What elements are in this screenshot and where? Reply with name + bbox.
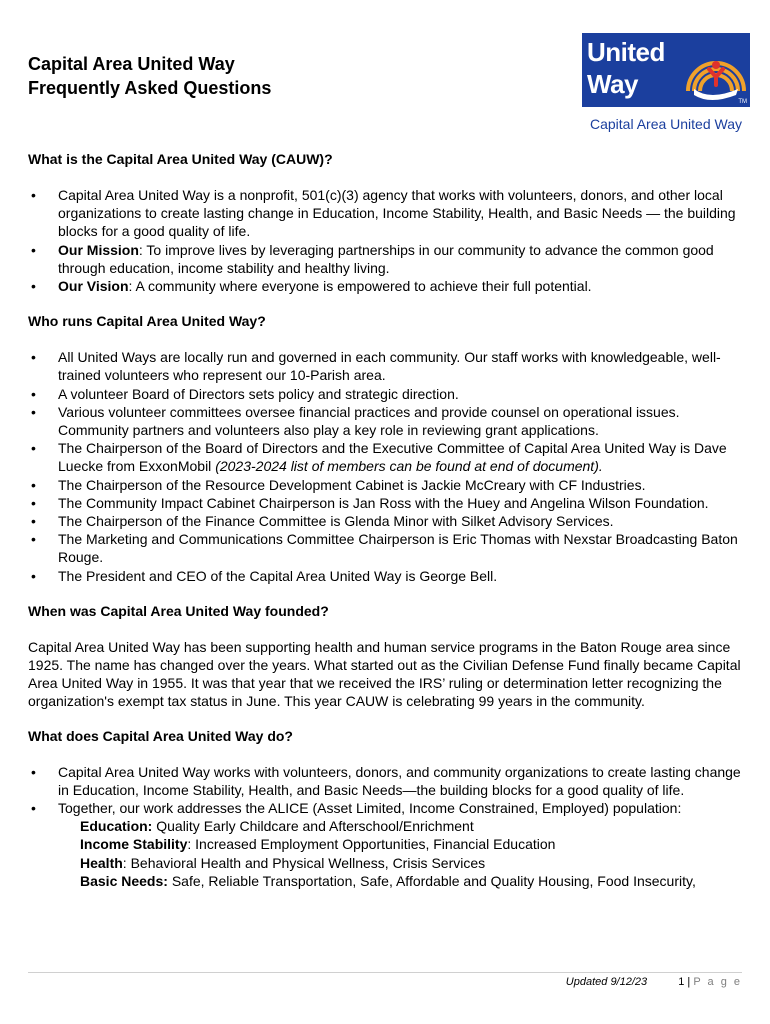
logo-word-united: United: [587, 37, 665, 67]
bullet-list: [28, 186, 742, 295]
title-line-2: Frequently Asked Questions: [28, 78, 272, 98]
section-heading: When was Capital Area United Way founded?: [28, 602, 329, 619]
updated-date: Updated 9/12/23: [565, 976, 648, 988]
paragraph: Capital Area United Way has been supporting health and human service programs in the Baton Rouge area since 1925. The name has changed over the years. What started out as the Civilian Defense Fund finally became Capital Area United Way in 1955. It was that year that we received the IRS’ ruling or determination letter recognizing the organization's exempt tax status in June. This year CAUW is celebrating 99 years in the community.: [28, 638, 741, 710]
united-way-logo: [582, 33, 750, 133]
footer-divider: [28, 972, 742, 973]
logo-subtitle: Capital Area United Way: [590, 116, 742, 132]
page-label: P a g e: [693, 976, 742, 988]
list-item: • The President and CEO of the Capital Area United Way is George Bell.: [28, 567, 742, 585]
sub-item: Basic Needs: Safe, Reliable Transportation, Safe, Affordable and Quality Housing, Food Insecurity,: [80, 872, 696, 889]
list-item: • Together, our work addresses the ALICE (Asset Limited, Income Constrained, Employed) population: Education: Quality Early Childcare and Afterschool/Enrichment Income Stability: Increased Employment Opportunities, Financial Education Health: Behavioral Health and Physical Wellness, Crisis Services Basic Needs: Safe, Reliable Transportation, Safe, Affordable and Quality Housing, Food Insecurity,: [28, 799, 742, 890]
list-item: • The Chairperson of the Board of Directors and the Executive Committee of Capital Area United Way is Dave Luecke from ExxonMobil (2023-2024 list of members can be found at end of document).: [28, 439, 742, 475]
page-number: 1: [678, 976, 685, 988]
list-item: • All United Ways are locally run and governed in each community. Our staff works with knowledgeable, well-trained volunteers who represent our 10-Parish area.: [28, 348, 742, 384]
list-item: • Various volunteer committees oversee financial practices and provide counsel on operational issues. Community partners and volunteers also play a key role in reviewing grant applications.: [28, 403, 742, 439]
title-line-1: Capital Area United Way: [28, 54, 235, 74]
list-item: • The Community Impact Cabinet Chairperson is Jan Ross with the Huey and Angelina Wilson Foundation.: [28, 494, 742, 512]
section-heading: What is the Capital Area United Way (CAUW)?: [28, 151, 333, 167]
list-item: • Capital Area United Way works with volunteers, donors, and community organizations to create lasting change in Education, Income Stability, Health, and Basic Needs—the building blocks for a good quality of life.: [28, 763, 742, 799]
faq-content: [28, 150, 742, 907]
list-item: • The Chairperson of the Finance Committee is Glenda Minor with Silket Advisory Services.: [28, 512, 742, 530]
list-item: • Capital Area United Way is a nonprofit, 501(c)(3) agency that works with volunteers, donors, and other local organizations to create lasting change in Education, Income Stability, Health, and Basic Needs — the building blocks for a good quality of life.: [28, 186, 742, 241]
list-item: • The Marketing and Communications Committee Chairperson is Eric Thomas with Nexstar Broadcasting Baton Rouge.: [28, 530, 742, 566]
sub-list: [80, 817, 742, 890]
list-item: • The Chairperson of the Resource Development Cabinet is Jackie McCreary with CF Industries.: [28, 476, 742, 494]
list-item: • Our Mission: To improve lives by leveraging partnerships in our community to advance the common good through education, income stability and healthy living.: [28, 241, 742, 277]
sub-item: Education: Quality Early Childcare and Afterschool/Enrichment: [80, 818, 474, 835]
list-item: • A volunteer Board of Directors sets policy and strategic direction.: [28, 385, 742, 403]
bullet-list: [28, 348, 742, 585]
logo-trademark: TM: [738, 99, 747, 105]
sub-item: Income Stability: Increased Employment Opportunities, Financial Education: [80, 836, 556, 853]
page-footer: [566, 975, 742, 989]
logo-word-way: Way: [587, 69, 638, 99]
page-separator: |: [687, 976, 691, 988]
bullet-list: [28, 763, 742, 890]
page-title: [28, 52, 271, 100]
list-item: • Our Vision: A community where everyone is empowered to achieve their full potential.: [28, 277, 742, 295]
logo-hand-rainbow-icon: [680, 33, 750, 107]
sub-item: Health: Behavioral Health and Physical Wellness, Crisis Services: [80, 854, 486, 871]
logo-box: [582, 33, 750, 107]
section-heading: Who runs Capital Area United Way?: [28, 313, 266, 330]
section-heading: What does Capital Area United Way do?: [28, 727, 293, 744]
